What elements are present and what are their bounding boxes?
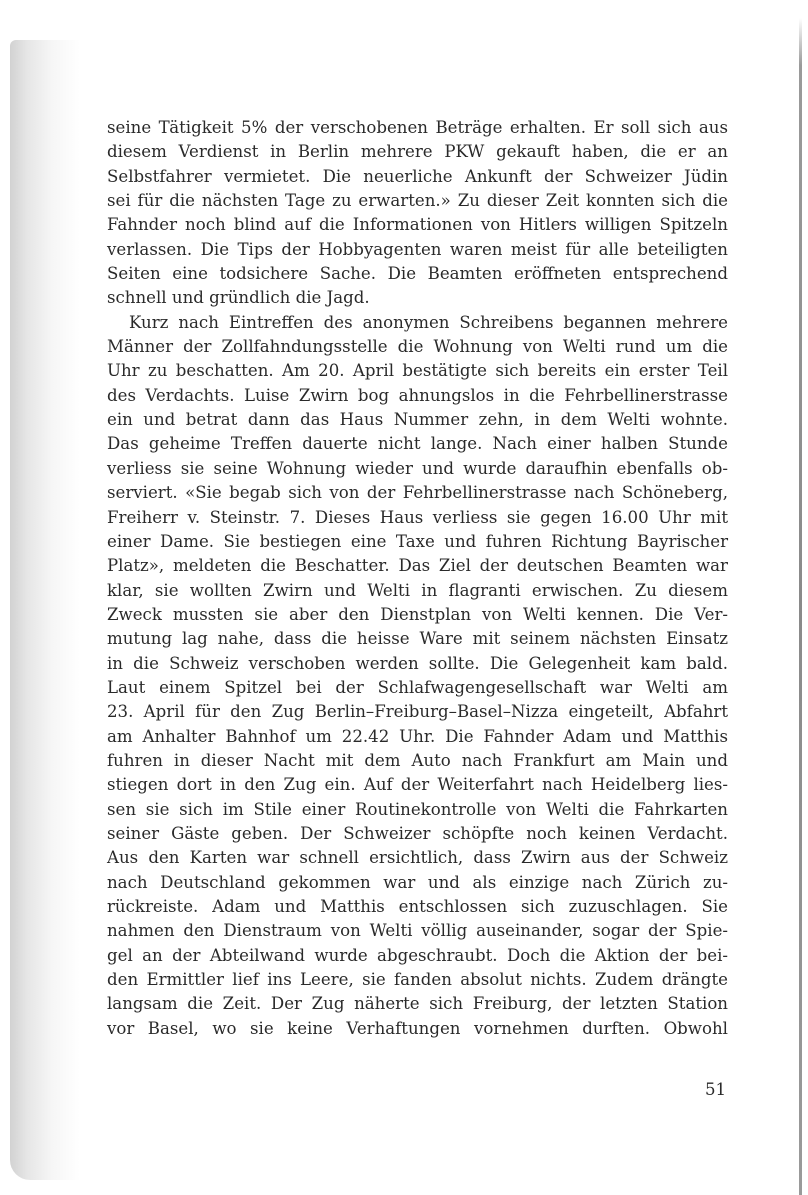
text-line: seiner Gäste geben. Der Schweizer schöpfte noch keinen Verdacht. xyxy=(107,823,728,843)
page-edge xyxy=(799,18,802,1195)
text-line: in die Schweiz verschoben werden sollte. Die Gelegenheit kam bald. xyxy=(107,653,728,673)
text-line: Fahnder noch blind auf die Informationen von Hitlers willigen Spitzeln xyxy=(107,215,728,235)
text-line: Zweck mussten sie aber den Dienstplan von Welti kennen. Die Ver- xyxy=(107,604,728,624)
text-line: mutung lag nahe, dass die heisse Ware mit seinem nächsten Einsatz xyxy=(107,629,728,649)
text-line: verlassen. Die Tips der Hobbyagenten waren meist für alle beteiligten xyxy=(107,239,728,259)
text-line: 23. April für den Zug Berlin–Freiburg–Basel–Nizza eingeteilt, Abfahrt xyxy=(107,702,728,722)
page-gutter-shadow xyxy=(10,40,80,1180)
text-line: Selbstfahrer vermietet. Die neuerliche Ankunft der Schweizer Jüdin xyxy=(107,166,728,186)
text-line: Aus den Karten war schnell ersichtlich, dass Zwirn aus der Schweiz xyxy=(107,848,728,868)
text-line: Kurz nach Eintreffen des anonymen Schreibens begannen mehrere xyxy=(129,312,728,332)
text-line: klar, sie wollten Zwirn und Welti in flagranti erwischen. Zu diesem xyxy=(107,580,728,600)
paragraph-1 xyxy=(107,116,728,311)
text-line: vor Basel, wo sie keine Verhaftungen vornehmen durften. Obwohl xyxy=(107,1018,728,1038)
text-line: des Verdachts. Luise Zwirn bog ahnungslos in die Fehrbellinerstrasse xyxy=(107,385,728,405)
text-line: sei für die nächsten Tage zu erwarten.» Zu dieser Zeit konnten sich die xyxy=(107,191,728,211)
text-line: stiegen dort in den Zug ein. Auf der Weiterfahrt nach Heidelberg lies- xyxy=(107,775,728,795)
text-line: Laut einem Spitzel bei der Schlafwagengesellschaft war Welti am xyxy=(107,677,728,697)
text-line: Das geheime Treffen dauerte nicht lange. Nach einer halben Stunde xyxy=(107,434,728,454)
text-line: Platz», meldeten die Beschatter. Das Ziel der deutschen Beamten war xyxy=(107,556,728,576)
text-line: nahmen den Dienstraum von Welti völlig auseinander, sogar der Spie- xyxy=(107,921,728,941)
text-line: Seiten eine todsichere Sache. Die Beamten eröffneten entsprechend xyxy=(107,264,728,284)
page-number: 51 xyxy=(705,1080,727,1099)
text-line: rückreiste. Adam und Matthis entschlossen sich zuzuschlagen. Sie xyxy=(107,897,728,916)
text-line: am Anhalter Bahnhof um 22.42 Uhr. Die Fahnder Adam und Matthis xyxy=(107,726,728,746)
text-line: Männer der Zollfahndungsstelle die Wohnung von Welti rund um die xyxy=(107,337,728,357)
text-line: fuhren in dieser Nacht mit dem Auto nach Frankfurt am Main und xyxy=(107,750,728,770)
text-line: gel an der Abteilwand wurde abgeschraubt. Doch die Aktion der bei- xyxy=(107,945,728,965)
text-line: ein und betrat dann das Haus Nummer zehn, in dem Welti wohnte. xyxy=(107,410,728,430)
text-line: diesem Verdienst in Berlin mehrere PKW gekauft haben, die er an xyxy=(107,142,728,162)
text-line: serviert. «Sie begab sich von der Fehrbellinerstrasse nach Schöneberg, xyxy=(107,483,728,503)
text-line: Uhr zu beschatten. Am 20. April bestätigte sich bereits ein erster Teil xyxy=(107,361,728,381)
text-line: langsam die Zeit. Der Zug näherte sich Freiburg, der letzten Station xyxy=(107,994,728,1014)
text-line: schnell und gründlich die Jagd. xyxy=(107,288,370,308)
paragraph-2 xyxy=(107,311,728,1041)
body-text xyxy=(107,116,728,1041)
text-line: verliess sie seine Wohnung wieder und wurde daraufhin ebenfalls ob- xyxy=(107,458,728,478)
text-line: nach Deutschland gekommen war und als einzige nach Zürich zu- xyxy=(107,872,728,892)
text-line: den Ermittler lief ins Leere, sie fanden absolut nichts. Zudem drängte xyxy=(107,970,728,990)
text-line: sen sie sich im Stile einer Routinekontrolle von Welti die Fahrkarten xyxy=(107,799,728,819)
text-line: seine Tätigkeit 5% der verschobenen Beträge erhalten. Er soll sich aus xyxy=(107,118,728,137)
text-line: Freiherr v. Steinstr. 7. Dieses Haus verliess sie gegen 16.00 Uhr mit xyxy=(107,507,728,527)
text-line: einer Dame. Sie bestiegen eine Taxe und fuhren Richtung Bayrischer xyxy=(107,531,728,551)
